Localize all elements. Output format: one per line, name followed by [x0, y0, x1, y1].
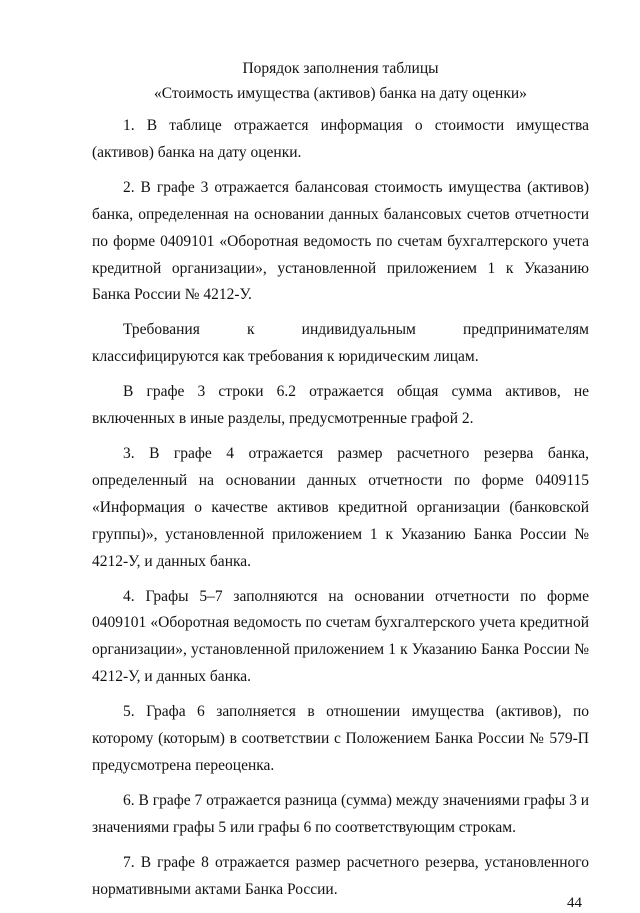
- paragraph-8: 6. В графе 7 отражается разница (сумма) между значениями графы 3 и значениями графы 5 или графы 6 по соответствующим строкам.: [92, 791, 589, 836]
- document-title-line-1: Порядок заполнения таблицы: [242, 60, 439, 77]
- page-number: 44: [567, 895, 582, 911]
- paragraph-5: 3. В графе 4 отражается размер расчетного резерва банка, определенный на основании данных отчетности по форме 0409115 «Информация о качестве активов кредитной организации (банковской группы)», установленной приложением 1 к Указанию Банка России № 4212-У, и данных банка.: [92, 444, 589, 570]
- document-title-line-2: «Стоимость имущества (активов) банка на дату оценки»: [154, 85, 527, 102]
- paragraph-9: 7. В графе 8 отражается размер расчетного резерва, установленного нормативными актами Банка России.: [92, 853, 589, 898]
- paragraph-2: 2. В графе 3 отражается балансовая стоимость имущества (активов) банка, определенная на основании данных балансовых счетов отчетности по форме 0409101 «Оборотная ведомость по счетам бухгалтерского учета кредитной организации», установленной приложением 1 к Указанию Банка России № 4212-У.: [92, 178, 589, 304]
- document-body: [92, 113, 589, 911]
- paragraph-6: 4. Графы 5–7 заполняются на основании отчетности по форме 0409101 «Оборотная ведомость по счетам бухгалтерского учета кредитной организации», установленной приложением 1 к Указанию Банка России № 4212-У, и данных банка.: [92, 587, 589, 686]
- paragraph-3: Требования к индивидуальным предпринимателям классифицируются как требования к юридическим лицам.: [92, 321, 589, 366]
- paragraph-1: 1. В таблице отражается информация о стоимости имущества (активов) банка на дату оценки.: [92, 117, 589, 161]
- paragraph-4: В графе 3 строки 6.2 отражается общая сумма активов, не включенных в иные разделы, предусмотренные графой 2.: [92, 383, 589, 428]
- paragraph-7: 5. Графа 6 заполняется в отношении имущества (активов), по которому (которым) в соответствии с Положением Банка России № 579-П предусмотрена переоценка.: [92, 703, 589, 774]
